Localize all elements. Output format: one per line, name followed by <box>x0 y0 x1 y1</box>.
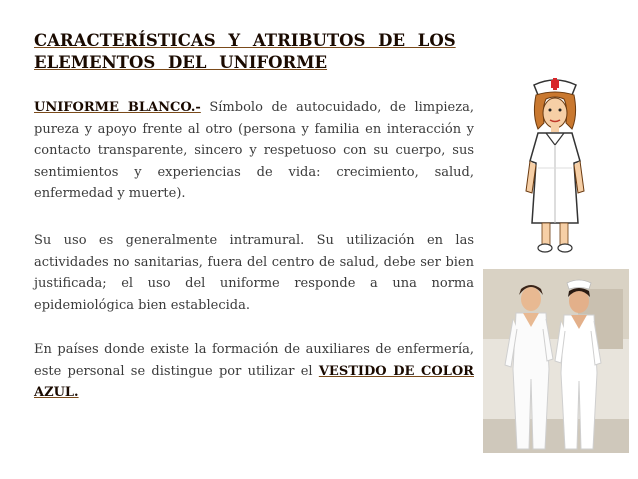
nurses-photo <box>483 269 629 453</box>
slide-title: CARACTERÍSTICAS Y ATRIBUTOS DE LOS ELEMENTOS DEL UNIFORME <box>34 31 456 72</box>
paragraph-uso: Su uso es generalmente intramural. Su utilización en las actividades no sanitarias, fuera del centro de salud, debe ser bien justificada; el uso del uniforme responde a una norma epidemiológica bien establecida. <box>34 233 474 313</box>
paragraph-body: Símbolo de autocuidado, de limpieza, pureza y apoyo frente al otro (persona y familia en interacción y contacto transparente, sincero y respetuoso con su cuerpo, sus sentimientos y experiencias de vida: crecimiento, salud, enfermedad y muerte). <box>34 100 474 201</box>
paragraph-uniforme-blanco <box>34 97 474 205</box>
paragraph-lead-heading: UNIFORME BLANCO.- <box>34 100 201 115</box>
emphasis-vestido-azul: VESTIDO DE COLOR AZUL. <box>34 363 474 400</box>
paragraph-body: En países donde existe la formación de auxiliares de enfermería, este personal se distingue por utilizar el <box>34 342 474 379</box>
nurse-illustration <box>498 73 613 258</box>
paragraph-auxiliares <box>34 339 474 404</box>
